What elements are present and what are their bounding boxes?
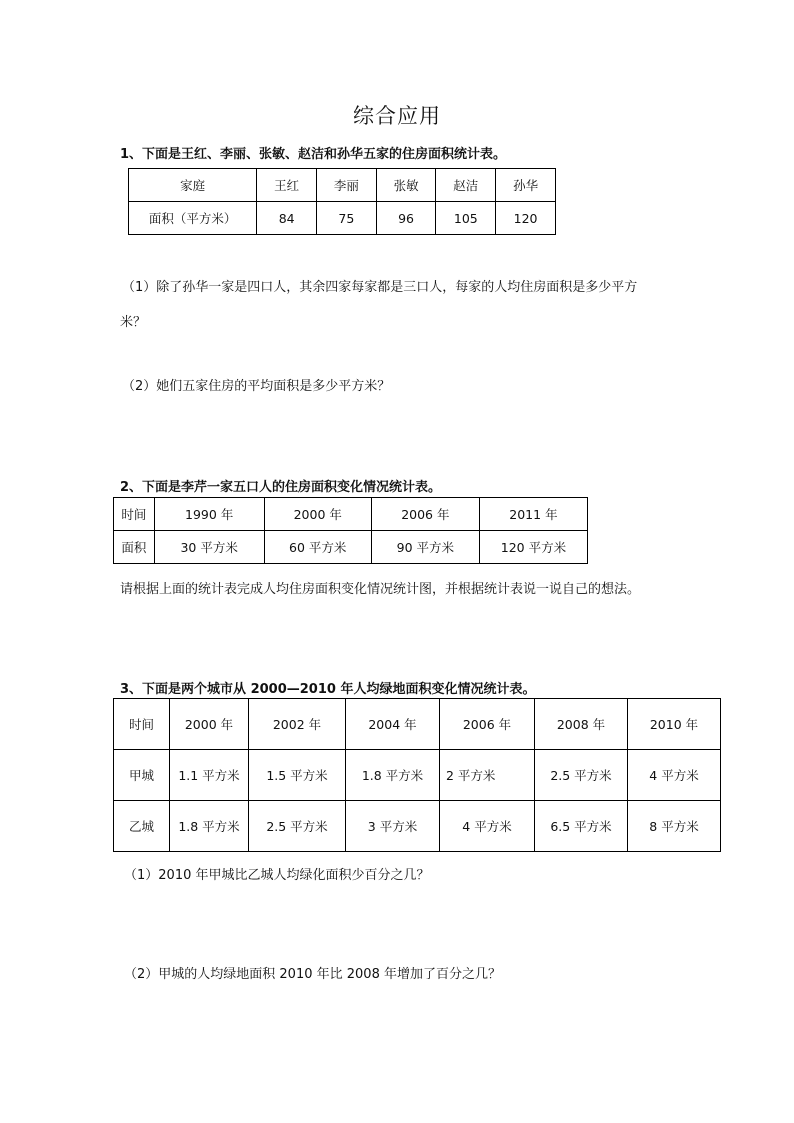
q3-table bbox=[113, 698, 721, 852]
table-cell: 李丽 bbox=[317, 169, 377, 202]
table-row bbox=[129, 169, 556, 202]
table-cell: 2011 年 bbox=[479, 498, 587, 531]
table-cell: 2006 年 bbox=[371, 498, 479, 531]
table-cell: 2010 年 bbox=[628, 699, 721, 750]
table-cell: 120 bbox=[496, 202, 556, 235]
table-cell: 120 平方米 bbox=[479, 531, 587, 564]
table-cell: 90 平方米 bbox=[371, 531, 479, 564]
table-cell: 面积 bbox=[114, 531, 155, 564]
table-cell: 时间 bbox=[114, 498, 155, 531]
q1-sub2: （2）她们五家住房的平均面积是多少平方米？ bbox=[122, 379, 391, 394]
table-cell: 2.5 平方米 bbox=[535, 750, 628, 801]
q3-heading: 3、下面是两个城市从 2000—2010 年人均绿地面积变化情况统计表。 bbox=[120, 682, 536, 697]
q2-table bbox=[113, 497, 588, 564]
q1-sub1-line2: 米？ bbox=[120, 315, 147, 330]
table-cell: 张敏 bbox=[376, 169, 436, 202]
table-cell: 2006 年 bbox=[440, 699, 535, 750]
table-cell: 2 平方米 bbox=[440, 750, 535, 801]
table-cell: 面积（平方米） bbox=[129, 202, 257, 235]
table-cell: 30 平方米 bbox=[154, 531, 264, 564]
q1-table bbox=[128, 168, 556, 235]
table-cell: 甲城 bbox=[114, 750, 170, 801]
table-cell: 2008 年 bbox=[535, 699, 628, 750]
q2-heading: 2、下面是李芹一家五口人的住房面积变化情况统计表。 bbox=[120, 480, 442, 495]
table-cell: 王红 bbox=[257, 169, 317, 202]
table-cell: 2002 年 bbox=[249, 699, 346, 750]
table-cell: 赵洁 bbox=[436, 169, 496, 202]
table-cell: 6.5 平方米 bbox=[535, 801, 628, 852]
table-cell: 84 bbox=[257, 202, 317, 235]
table-cell: 8 平方米 bbox=[628, 801, 721, 852]
table-cell: 1.1 平方米 bbox=[170, 750, 249, 801]
table-row bbox=[114, 498, 588, 531]
table-cell: 2004 年 bbox=[346, 699, 440, 750]
table-cell: 60 平方米 bbox=[264, 531, 371, 564]
q3-sub1: （1）2010 年甲城比乙城人均绿化面积少百分之几？ bbox=[124, 868, 430, 883]
table-row bbox=[129, 202, 556, 235]
table-row bbox=[114, 801, 721, 852]
table-cell: 3 平方米 bbox=[346, 801, 440, 852]
table-cell: 1990 年 bbox=[154, 498, 264, 531]
table-cell: 1.8 平方米 bbox=[346, 750, 440, 801]
table-row bbox=[114, 750, 721, 801]
q3-sub2: （2）甲城的人均绿地面积 2010 年比 2008 年增加了百分之几？ bbox=[124, 967, 501, 982]
table-cell: 家庭 bbox=[129, 169, 257, 202]
table-row bbox=[114, 699, 721, 750]
table-cell: 2000 年 bbox=[264, 498, 371, 531]
table-cell: 乙城 bbox=[114, 801, 170, 852]
table-row bbox=[114, 531, 588, 564]
table-cell: 1.8 平方米 bbox=[170, 801, 249, 852]
table-cell: 75 bbox=[317, 202, 377, 235]
table-cell: 105 bbox=[436, 202, 496, 235]
table-cell: 时间 bbox=[114, 699, 170, 750]
q1-heading: 1、下面是王红、李丽、张敏、赵洁和孙华五家的住房面积统计表。 bbox=[120, 147, 507, 162]
table-cell: 96 bbox=[376, 202, 436, 235]
q1-sub1-line1: （1）除了孙华一家是四口人，其余四家每家都是三口人，每家的人均住房面积是多少平方 bbox=[122, 280, 638, 295]
table-cell: 2.5 平方米 bbox=[249, 801, 346, 852]
table-cell: 1.5 平方米 bbox=[249, 750, 346, 801]
table-cell: 2000 年 bbox=[170, 699, 249, 750]
table-cell: 4 平方米 bbox=[440, 801, 535, 852]
table-cell: 4 平方米 bbox=[628, 750, 721, 801]
page-title: 综合应用 bbox=[353, 104, 441, 128]
q2-instruction: 请根据上面的统计表完成人均住房面积变化情况统计图，并根据统计表说一说自己的想法。 bbox=[120, 582, 641, 597]
table-cell: 孙华 bbox=[496, 169, 556, 202]
